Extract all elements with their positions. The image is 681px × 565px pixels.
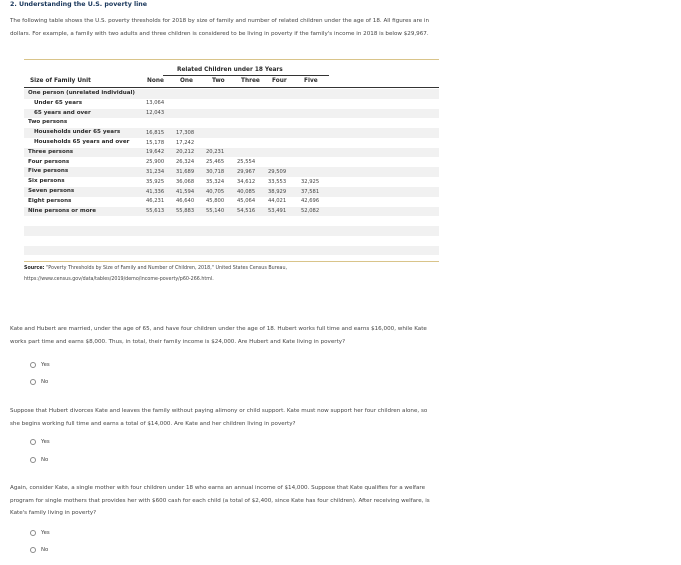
col-header-size: Size of Family Unit (30, 78, 91, 84)
table-cell: 53,491 (268, 208, 287, 215)
question-2-line-1: Suppose that Hubert divorces Kate and leaves the family without paying alimony or child support. Kate must now support her four children alone, so (10, 408, 428, 414)
row-label: One person (unrelated individual) (28, 90, 135, 96)
table-cell: 42,696 (301, 198, 320, 205)
question-3-line-2: program for single mothers that provides her with $600 cash for each child (a total of $2,400, since Kate has four children). After receiving welfare, is (10, 497, 430, 504)
section-title: 2. Understanding the U.S. poverty line (10, 1, 148, 8)
q2-option-no[interactable] (30, 456, 48, 464)
q2-option-yes[interactable] (30, 438, 50, 446)
col-header-four: Four (272, 78, 287, 84)
col-header-one: One (180, 78, 193, 84)
row-label: Four persons (28, 158, 70, 165)
group-header: Related Children under 18 Years (177, 67, 283, 73)
group-header-underline (163, 75, 329, 76)
col-header-two: Two (212, 78, 225, 84)
question-1-line-1: Kate and Hubert are married, under the age of 65, and have four children under the age of 18. Hubert works full time and earns $16,000, while Kate (10, 326, 427, 332)
table-cell: 13,064 (146, 100, 165, 107)
table-cell: 20,212 (176, 149, 195, 156)
source-line (24, 266, 287, 271)
radio-icon[interactable] (30, 457, 36, 463)
col-header-none: None (147, 78, 164, 84)
table-cell: 55,613 (146, 208, 165, 215)
option-label: Yes (41, 439, 50, 445)
table-cell: 12,043 (146, 110, 165, 117)
row-stripe (24, 226, 439, 236)
question-2 (10, 405, 670, 430)
table-cell: 41,336 (146, 188, 165, 195)
row-label: Three persons (28, 148, 74, 155)
q3-option-no[interactable] (30, 546, 48, 554)
question-1 (10, 323, 670, 348)
question-2-line-2: she begins working full time and earns a total of $14,000. Are Kate and her children living in poverty? (10, 420, 296, 427)
row-stripe (24, 246, 439, 256)
row-label: Eight persons (28, 197, 72, 204)
table-cell: 38,929 (268, 188, 287, 195)
table-cell: 32,925 (301, 178, 320, 185)
table-cell: 44,021 (268, 198, 287, 205)
table-cell: 25,554 (237, 159, 256, 166)
table-cell: 25,465 (206, 159, 225, 166)
radio-icon[interactable] (30, 439, 36, 445)
option-label: Yes (41, 530, 50, 536)
q1-option-yes[interactable] (30, 361, 50, 369)
table-cell: 31,234 (146, 168, 165, 175)
q3-option-yes[interactable] (30, 529, 50, 537)
question-3-line-1: Again, consider Kate, a single mother with four children under 18 who earns an annual income of $14,000. Suppose that Kate qualifies for a welfare (10, 485, 426, 491)
row-label: Six persons (28, 178, 65, 185)
row-label: Households under 65 years (34, 129, 121, 136)
table-cell: 46,640 (176, 198, 195, 205)
table-cell: 16,815 (146, 129, 165, 136)
source-url: https://www.census.gov/data/tables/2019/demo/income-poverty/p60-266.html. (24, 277, 214, 282)
row-label: 65 years and over (34, 109, 91, 116)
row-label: Five persons (28, 168, 69, 175)
table-cell: 29,509 (268, 168, 287, 175)
radio-icon[interactable] (30, 379, 36, 385)
table-cell: 17,242 (176, 139, 195, 146)
col-header-five: Five (304, 78, 318, 84)
source-label: Source: (24, 266, 45, 271)
table-cell: 46,231 (146, 198, 165, 205)
intro-line-2: dollars. For example, a family with two adults and three children is considered to be living in poverty if the family's income in 2018 is below $29,967. (10, 30, 429, 37)
col-header-three: Three (241, 78, 260, 84)
question-3-line-3: Kate's family living in poverty? (10, 510, 97, 516)
table-cell: 45,064 (237, 198, 256, 205)
header-underline (24, 87, 439, 88)
option-label: No (41, 547, 49, 553)
table-cell: 34,612 (237, 178, 256, 185)
row-stripe (24, 148, 439, 158)
row-label: Two persons (28, 119, 68, 126)
question-1-line-2: works part time and earns $8,000. Thus, in total, their family income is $24,000. Are Hubert and Kate living in poverty? (10, 338, 346, 345)
q1-option-no[interactable] (30, 378, 48, 386)
table-cell: 20,231 (206, 149, 225, 156)
table-cell: 30,718 (206, 168, 225, 175)
table-cell: 29,967 (237, 168, 256, 175)
table-cell: 17,308 (176, 129, 195, 136)
row-label: Under 65 years (34, 99, 83, 106)
table-cell: 55,883 (176, 208, 195, 215)
option-label: No (41, 457, 49, 463)
option-label: No (41, 379, 49, 385)
row-stripe (24, 167, 439, 177)
table-cell: 19,642 (146, 149, 165, 156)
radio-icon[interactable] (30, 547, 36, 553)
intro-line-1: The following table shows the U.S. poverty thresholds for 2018 by size of family and number of related children under the age of 18. All figures are in (10, 18, 430, 24)
radio-icon[interactable] (30, 362, 36, 368)
table-cell: 15,178 (146, 139, 165, 146)
table-cell: 54,516 (237, 208, 256, 215)
table-cell: 41,594 (176, 188, 195, 195)
question-3 (10, 482, 670, 520)
intro-text (10, 15, 670, 40)
table-cell: 45,800 (206, 198, 225, 205)
row-stripe (24, 187, 439, 197)
table-cell: 25,900 (146, 159, 165, 166)
table-cell: 35,925 (146, 178, 165, 185)
table-cell: 40,705 (206, 188, 225, 195)
table-cell: 55,140 (206, 208, 225, 215)
source-text: "Poverty Thresholds by Size of Family and Number of Children, 2018," United States Census Bureau, (46, 266, 288, 271)
radio-icon[interactable] (30, 530, 36, 536)
table-bottom-rule (24, 261, 439, 262)
table-cell: 36,068 (176, 178, 195, 185)
table-cell: 31,689 (176, 168, 195, 175)
row-label: Seven persons (28, 188, 75, 194)
option-label: Yes (41, 362, 50, 368)
table-top-rule (24, 59, 439, 60)
table-cell: 37,581 (301, 188, 320, 195)
table-cell: 35,324 (206, 178, 225, 185)
table-cell: 33,553 (268, 178, 287, 185)
row-label: Households 65 years and over (34, 139, 130, 145)
table-cell: 26,324 (176, 159, 195, 166)
table-cell: 52,082 (301, 208, 320, 215)
row-label: Nine persons or more (28, 207, 97, 214)
table-cell: 40,085 (237, 188, 256, 195)
